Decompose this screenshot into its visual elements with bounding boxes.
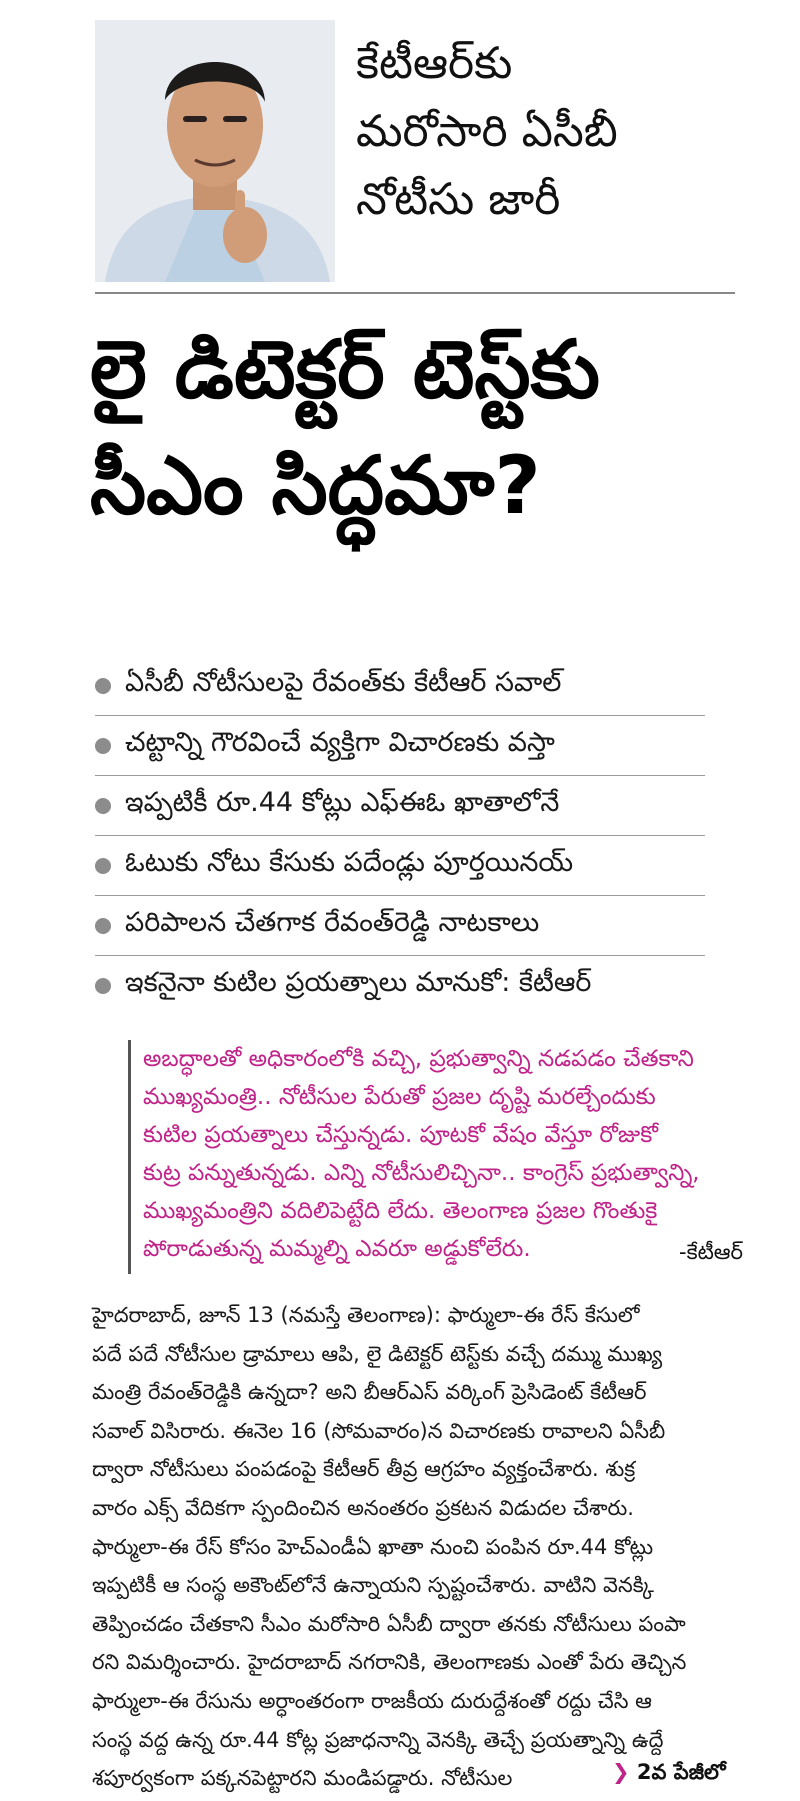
headline-line: సీఎం సిద్ధమా? [90, 439, 541, 532]
body-line: హైదరాబాద్, జూన్ 13 (నమస్తే తెలంగాణ): ఫార్ములా-ఈ రేస్ కేసులో [92, 1303, 640, 1327]
quote-line: పోరాడుతున్న మమ్మల్ని ఎవరూ అడ్డుకోలేరు. [143, 1236, 531, 1262]
body-line: ఫార్ములా-ఈ రేస్ కోసం హెచ్ఎండీఏ ఖాతా నుంచి పంపిన రూ.44 కోట్లు [92, 1534, 654, 1559]
divider [95, 292, 735, 294]
body-line: ఇప్పటికీ ఆ సంస్థ అకౌంట్‌లోనే ఉన్నాయని స్పష్టంచేశారు. వాటిని వెనక్కి [92, 1573, 654, 1598]
pull-quote [128, 1040, 753, 1274]
body-line: ఫార్ములా-ఈ రేసును అర్ధాంతరంగా రాజకీయ దురుద్దేశంతో రద్దు చేసి ఆ [92, 1688, 652, 1713]
quote-line: ముఖ్యమంత్రి.. నోటీసుల పేరుతో ప్రజల దృష్టి మరల్చేందుకు [143, 1084, 656, 1110]
bullet-dot-icon [95, 858, 111, 874]
bullet-text: ఏసీబీ నోటీసులపై రేవంత్‌కు కేటీఆర్ సవాల్ [125, 666, 562, 698]
list-item [95, 896, 705, 956]
quote-attribution: -కేటీఆర్ [679, 1240, 743, 1264]
body-line: సంస్థ వద్ద ఉన్న రూ.44 కోట్ల ప్రజాధనాన్ని వెనక్కి తెచ్చే ప్రయత్నాన్ని ఉద్దే [92, 1727, 664, 1752]
list-item [95, 776, 705, 836]
body-line: వారం ఎక్స్ వేదికగా స్పందించిన అనంతరం ప్రకటన విడుదల చేశారు. [92, 1495, 634, 1520]
bullet-text: చట్టాన్ని గౌరవించే వ్యక్తిగా విచారణకు వస్తా [125, 726, 555, 758]
body-line: తెప్పించడం చేతకాని సీఎం మరోసారి ఏసీబీ ద్వారా తనకు నోటీసులు పంపా [92, 1611, 686, 1636]
list-item [95, 956, 705, 1015]
article-body [92, 1296, 732, 1798]
bullet-text: ఇకనైనా కుటిల ప్రయత్నాలు మానుకో: కేటీఆర్ [125, 966, 592, 998]
quote-line: ముఖ్యమంత్రిని వదిలిపెట్టేది లేదు. తెలంగాణ ప్రజల గొంతుకై [143, 1198, 658, 1224]
kicker-line: నోటీసు జారీ [356, 174, 561, 225]
bullet-dot-icon [95, 678, 111, 694]
continued-label: 2వ పేజీలో [636, 1760, 726, 1784]
bullet-dot-icon [95, 738, 111, 754]
kicker-line: కేటీఆర్‌కు [356, 38, 513, 89]
chevron-right-icon: ❯ [612, 1760, 630, 1784]
body-line: మంత్రి రేవంత్‌రెడ్డికి ఉన్నదా? అని బీఆర్ఎస్ వర్కింగ్ ప్రెసిడెంట్ కేటీఆర్ [92, 1380, 647, 1405]
person-photo-illustration [95, 20, 335, 282]
highlights-list [95, 656, 705, 1015]
body-line: రని విమర్శించారు. హైదరాబాద్ నగరానికి, తెలంగాణకు ఎంతో పేరు తెచ్చిన [92, 1650, 687, 1675]
bullet-dot-icon [95, 978, 111, 994]
quote-line: కుటిల ప్రయత్నాలు చేస్తున్నడు. పూటకో వేషం వేస్తూ రోజుకో [143, 1122, 659, 1148]
quote-line: అబద్ధాలతో అధికారంలోకి వచ్చి, ప్రభుత్వాన్ని నడపడం చేతకాని [143, 1046, 694, 1072]
list-item [95, 836, 705, 896]
kicker [356, 30, 776, 234]
body-line: సవాల్ విసిరారు. ఈనెల 16 (సోమవారం)న విచారణకు రావాలని ఏసీబీ [92, 1418, 666, 1443]
list-item [95, 656, 705, 716]
list-item [95, 716, 705, 776]
bullet-text: పరిపాలన చేతగాక రేవంత్‌రెడ్డి నాటకాలు [125, 906, 540, 938]
bullet-dot-icon [95, 918, 111, 934]
headline [90, 312, 730, 544]
kicker-line: మరోసారి ఏసీబీ [356, 106, 618, 157]
headline-line: లై డిటెక్టర్ టెస్ట్‌కు [90, 323, 600, 416]
bullet-text: ఓటుకు నోటు కేసుకు పదేండ్లు పూర్తయినయ్ [125, 846, 574, 878]
person-photo [95, 20, 335, 282]
continued-on-page [612, 1760, 726, 1790]
quote-line: కుట్ర పన్నుతున్నడు. ఎన్ని నోటీసులిచ్చినా.. కాంగ్రెస్ ప్రభుత్వాన్ని, [143, 1160, 700, 1186]
body-line: ద్వారా నోటీసులు పంపడంపై కేటీఆర్ తీవ్ర ఆగ్రహం వ్యక్తంచేశారు. శుక్ర [92, 1457, 636, 1482]
body-line: శపూర్వకంగా పక్కనపెట్టారని మండిపడ్డారు. నోటీసుల [92, 1766, 513, 1791]
bullet-dot-icon [95, 798, 111, 814]
pull-quote-text [143, 1040, 753, 1268]
bullet-text: ఇప్పటికీ రూ.44 కోట్లు ఎఫ్ఈఓ ఖాతాలోనే [125, 786, 560, 818]
body-line: పదే పదే నోటీసుల డ్రామాలు ఆపి, లై డిటెక్టర్ టెస్ట్‌కు వచ్చే దమ్ము ముఖ్య [92, 1341, 663, 1366]
